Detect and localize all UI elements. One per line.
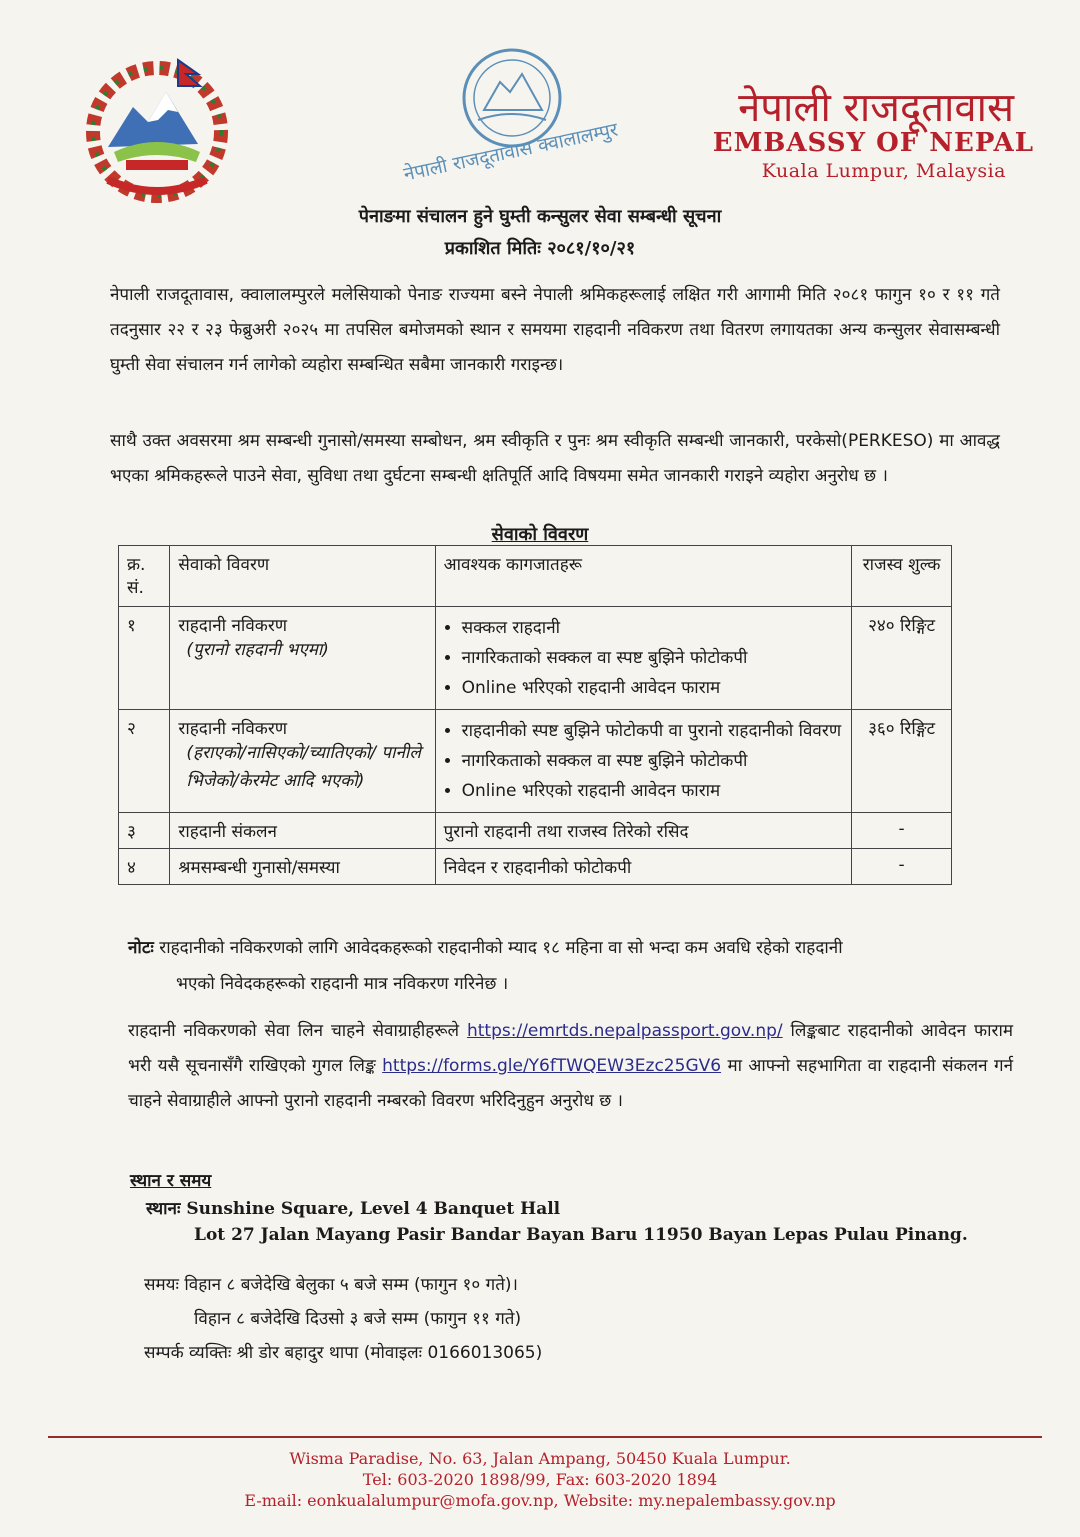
time-label: समयः: [144, 1275, 179, 1295]
row-fee: -: [852, 813, 952, 849]
footer: [0, 1448, 1080, 1511]
notice-title: पेनाङमा संचालन हुने घुम्ती कन्सुलर सेवा सम्बन्धी सूचना: [358, 206, 722, 227]
services-table: [118, 545, 952, 885]
passport-portal-link[interactable]: https://emrtds.nepalpassport.gov.np/: [466, 1021, 783, 1041]
table-row: [119, 849, 952, 885]
header-service: सेवाको विवरण: [170, 546, 435, 607]
google-form-link[interactable]: https://forms.gle/Y6fTWQEW3Ezc25GV6: [382, 1056, 722, 1076]
row-fee: ३६० रिङ्गिट: [852, 710, 952, 813]
document-item: • सक्कल राहदानी: [462, 613, 844, 643]
row-documents: पुरानो राहदानी तथा राजस्व तिरेको रसिद: [435, 813, 852, 849]
links-text-3: मा आफ्नो सहभागिता वा राहदानी संकलन गर्न चाहने सेवाग्राहीले आफ्नो पुरानो राहदानी नम्बरको विवरण भरिदिनुहुन अनुरोध छ ।: [128, 1056, 1014, 1111]
row-documents: निवेदन र राहदानीको फोटोकपी: [435, 849, 852, 885]
header-documents: आवश्यक कागजातहरू: [435, 546, 852, 607]
service-condition: (पुरानो राहदानी भएमा): [186, 640, 329, 660]
contact-person: सम्पर्क व्यक्तिः श्री डोर बहादुर थापा (मोवाइलः 0166013065): [144, 1343, 543, 1363]
header-serial: क्र. सं.: [119, 546, 170, 607]
venue-line1: Sunshine Square, Level 4 Banquet Hall: [186, 1199, 561, 1219]
row-service: [170, 710, 435, 813]
table-row: [119, 813, 952, 849]
document-item: • Online भरिएको राहदानी आवेदन फाराम: [462, 673, 844, 703]
footer-divider: [48, 1436, 1042, 1438]
row-serial: ३: [119, 813, 170, 849]
row-service: राहदानी संकलन: [170, 813, 435, 849]
embassy-stamp: [401, 38, 620, 190]
service-name: राहदानी नविकरण: [178, 719, 288, 739]
footer-email-web: E-mail: eonkualalumpur@mofa.gov.np, Website: my.nepalembassy.gov.np: [244, 1491, 836, 1510]
service-name: राहदानी नविकरण: [178, 616, 288, 636]
row-documents: [435, 710, 852, 813]
service-condition: (हराएको/नासिएको/च्यातिएको/ पानीले भिजेको/केरमेट आदि भएको): [186, 743, 421, 791]
venue: [146, 1196, 968, 1248]
note-line2: भएको निवेदकहरूको राहदानी मात्र नविकरण गरिनेछ ।: [176, 974, 509, 994]
document-item: • राहदानीको स्पष्ट बुझिने फोटोकपी वा पुरानो राहदानीको विवरण: [462, 716, 844, 746]
nepal-emblem: [78, 52, 236, 202]
schedule: [144, 1268, 542, 1370]
embassy-city: Kuala Lumpur, Malaysia: [761, 160, 1006, 182]
row-service: [170, 607, 435, 710]
row-service: श्रमसम्बन्धी गुनासो/समस्या: [170, 849, 435, 885]
footer-phone: Tel: 603-2020 1898/99, Fax: 603-2020 1894: [362, 1470, 718, 1489]
paragraph-labour: साथै उक्त अवसरमा श्रम सम्बन्धी गुनासो/समस्या सम्बोधन, श्रम स्वीकृति र पुनः श्रम स्वीकृति सम्बन्धी जानकारी, परकेसो(PERKESO) मा आवद्ध भएका श्रमिकहरूले पाउने सेवा, सुविधा तथा दुर्घटना सम्बन्धी क्षतिपूर्ति आदि विषयमा समेत जानकारी गराइने व्यहोरा अनुरोध छ ।: [110, 431, 1000, 486]
row-serial: २: [119, 710, 170, 813]
row-serial: ४: [119, 849, 170, 885]
venue-line2: Lot 27 Jalan Mayang Pasir Bandar Bayan Baru 11950 Bayan Lepas Pulau Pinang.: [194, 1225, 968, 1245]
table-caption: सेवाको विवरण: [491, 524, 589, 545]
venue-label: स्थानः: [146, 1199, 181, 1219]
paragraph-intro: नेपाली राजदूतावास, क्वालालम्पुरले मलेसियाको पेनाङ राज्यमा बस्ने नेपाली श्रमिकहरूलाई लक्षित गरी आगामी मिति २०८१ फागुन १० र ११ गते तदनुसार २२ र २३ फेब्रुअरी २०२५ मा तपसिल बमोजमको स्थान र समयमा राहदानी नविकरण तथा वितरण लगायतका अन्य कन्सुलर सेवासम्बन्धी घुम्ती सेवा संचालन गर्न लागेको व्यहोरा सम्बन्धित सबैमा जानकारी गराइन्छ।: [110, 285, 1000, 375]
row-documents: [435, 607, 852, 710]
table-row: [119, 710, 952, 813]
row-fee: -: [852, 849, 952, 885]
paragraph-links: [128, 1014, 1013, 1119]
time-line1: विहान ८ बजेदेखि बेलुका ५ बजे सम्म (फागुन १० गते)।: [184, 1275, 518, 1295]
note: [128, 930, 1013, 1002]
header-fee: राजस्व शुल्क: [852, 546, 952, 607]
document-item: • नागरिकताको सक्कल वा स्पष्ट बुझिने फोटोकपी: [462, 746, 844, 776]
document-item: • Online भरिएको राहदानी आवेदन फाराम: [462, 776, 844, 806]
table-header-row: [119, 546, 952, 607]
links-text-1: राहदानी नविकरणको सेवा लिन चाहने सेवाग्राहीहरूले: [128, 1021, 460, 1041]
document-item: • नागरिकताको सक्कल वा स्पष्ट बुझिने फोटोकपी: [462, 643, 844, 673]
time-line2: विहान ८ बजेदेखि दिउसो ३ बजे सम्म (फागुन ११ गते): [194, 1309, 522, 1329]
note-line1: राहदानीको नविकरणको लागि आवेदकहरूको राहदानीको म्याद १८ महिना वा सो भन्दा कम अवधि रहेको राहदानी: [159, 938, 843, 958]
location-heading: स्थान र समय: [130, 1171, 212, 1191]
links-text-2: लिङ्कबाट राहदानीको आवेदन फाराम भरी यसै सूचनासँगै राखिएको गुगल लिङ्क: [128, 1021, 1014, 1076]
embassy-name-nepali: नेपाली राजदूतावास: [738, 85, 1014, 131]
stamp-text: नेपाली राजदूतावास क्वालालम्पुर: [401, 118, 620, 186]
row-serial: १: [119, 607, 170, 710]
footer-address: Wisma Paradise, No. 63, Jalan Ampang, 50450 Kuala Lumpur.: [289, 1449, 791, 1468]
row-fee: २४० रिङ्गिट: [852, 607, 952, 710]
embassy-name-english: EMBASSY OF NEPAL: [712, 128, 1034, 158]
table-row: [119, 607, 952, 710]
note-label: नोटः: [128, 938, 154, 958]
published-date: प्रकाशित मितिः २०८१/१०/२१: [444, 238, 636, 259]
